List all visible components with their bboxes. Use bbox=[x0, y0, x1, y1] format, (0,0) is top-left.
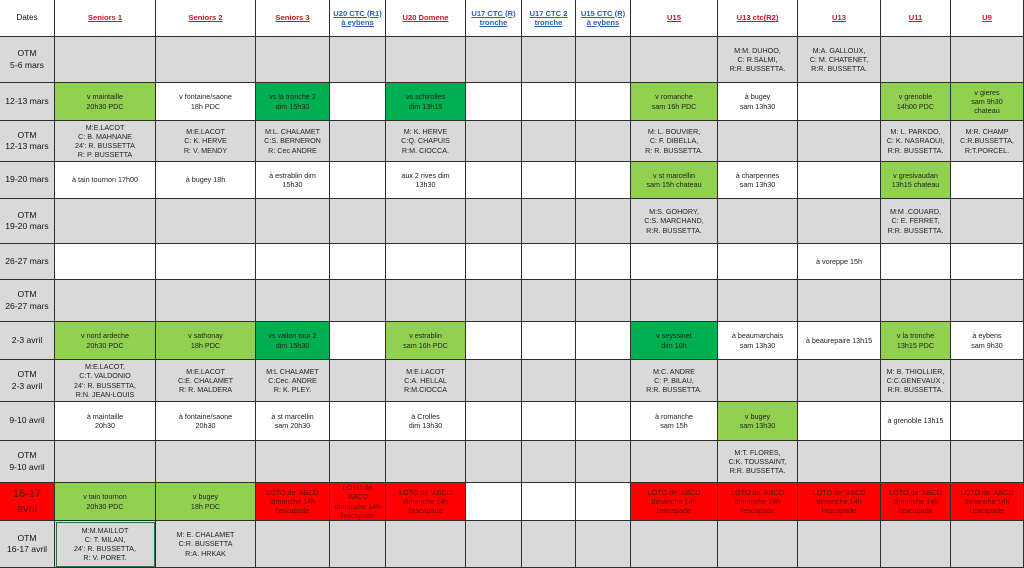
schedule-cell[interactable] bbox=[522, 37, 576, 83]
schedule-cell[interactable]: à beaumarchais sam 13h30 bbox=[718, 322, 798, 360]
row-label-otm-19-20-mars[interactable]: OTM 19-20 mars bbox=[0, 199, 55, 244]
schedule-cell[interactable]: à st marcellin sam 20h30 bbox=[256, 402, 330, 441]
schedule-cell[interactable]: à Crolles dim 13h30 bbox=[386, 402, 466, 441]
schedule-cell[interactable] bbox=[330, 162, 386, 199]
schedule-cell[interactable] bbox=[522, 360, 576, 402]
schedule-cell[interactable] bbox=[330, 402, 386, 441]
schedule-cell[interactable]: à bugey 18h bbox=[156, 162, 256, 199]
schedule-cell[interactable] bbox=[466, 37, 522, 83]
schedule-cell[interactable] bbox=[798, 402, 881, 441]
schedule-cell[interactable] bbox=[522, 322, 576, 360]
schedule-cell[interactable]: v bugey sam 13h30 bbox=[718, 402, 798, 441]
schedule-cell[interactable] bbox=[576, 322, 631, 360]
schedule-cell[interactable] bbox=[522, 199, 576, 244]
schedule-cell[interactable]: LOTO de 'ABCD dimanche 14h l'escapade bbox=[718, 483, 798, 521]
schedule-cell[interactable]: M:C. ANDRE C: P. BILAU, R:R. BUSSETTA. bbox=[631, 360, 718, 402]
schedule-cell[interactable] bbox=[466, 441, 522, 483]
schedule-cell[interactable] bbox=[466, 83, 522, 121]
schedule-cell[interactable] bbox=[718, 521, 798, 568]
schedule-cell[interactable] bbox=[466, 360, 522, 402]
schedule-cell[interactable]: à maintaille 20h30 bbox=[55, 402, 156, 441]
header-seniors-3[interactable]: Seniors 3 bbox=[256, 0, 330, 37]
header-u9[interactable]: U9 bbox=[951, 0, 1024, 37]
schedule-cell[interactable] bbox=[330, 244, 386, 280]
schedule-cell[interactable] bbox=[386, 280, 466, 322]
schedule-cell[interactable] bbox=[522, 83, 576, 121]
schedule-cell[interactable] bbox=[466, 322, 522, 360]
schedule-cell[interactable] bbox=[951, 199, 1024, 244]
schedule-cell[interactable]: à fontaine/saone 20h30 bbox=[156, 402, 256, 441]
schedule-cell[interactable] bbox=[951, 521, 1024, 568]
schedule-cell[interactable] bbox=[576, 37, 631, 83]
schedule-cell[interactable] bbox=[55, 244, 156, 280]
schedule-cell[interactable] bbox=[576, 121, 631, 162]
schedule-cell[interactable] bbox=[576, 83, 631, 121]
schedule-cell[interactable] bbox=[798, 199, 881, 244]
schedule-cell[interactable] bbox=[256, 441, 330, 483]
schedule-cell[interactable]: LOTO de 'ABCD dimanche 14h l'escapade bbox=[256, 483, 330, 521]
header-u15[interactable]: U15 bbox=[631, 0, 718, 37]
schedule-cell[interactable] bbox=[256, 37, 330, 83]
schedule-cell[interactable] bbox=[631, 441, 718, 483]
schedule-cell[interactable]: v la tronche 13h15 PDC bbox=[881, 322, 951, 360]
header-u15-ctc-r-eybens[interactable]: U15 CTC (R) à eybens bbox=[576, 0, 631, 37]
schedule-cell[interactable] bbox=[330, 441, 386, 483]
schedule-cell[interactable] bbox=[576, 441, 631, 483]
schedule-cell[interactable] bbox=[256, 199, 330, 244]
schedule-cell[interactable] bbox=[631, 280, 718, 322]
schedule-cell[interactable]: M:E.LACOT C: K. HERVE R: V. MENDY bbox=[156, 121, 256, 162]
schedule-cell[interactable]: M:M .COUARD, C: E. FERRET, R:R. BUSSETTA. bbox=[881, 199, 951, 244]
schedule-cell[interactable]: v fontaine/saone 18h PDC bbox=[156, 83, 256, 121]
schedule-cell[interactable]: v estrablin sam 16h PDC bbox=[386, 322, 466, 360]
schedule-cell[interactable] bbox=[156, 37, 256, 83]
header-u20-domene[interactable]: U20 Domene bbox=[386, 0, 466, 37]
schedule-cell[interactable] bbox=[156, 280, 256, 322]
schedule-cell[interactable] bbox=[156, 199, 256, 244]
schedule-cell[interactable] bbox=[386, 521, 466, 568]
schedule-cell[interactable]: à voreppe 15h bbox=[798, 244, 881, 280]
schedule-cell[interactable] bbox=[386, 441, 466, 483]
schedule-cell[interactable] bbox=[55, 280, 156, 322]
schedule-cell[interactable] bbox=[951, 402, 1024, 441]
row-label-otm-16-17-avril[interactable]: OTM 16-17 avril bbox=[0, 521, 55, 568]
schedule-cell[interactable] bbox=[798, 521, 881, 568]
schedule-cell[interactable] bbox=[466, 199, 522, 244]
schedule-cell[interactable] bbox=[798, 162, 881, 199]
schedule-cell[interactable]: LOTO de 'ABCD dimanche 14h l'escapade bbox=[386, 483, 466, 521]
schedule-cell[interactable]: M:L. CHALAMET C:S. BERNERON R: Cec ANDRE bbox=[256, 121, 330, 162]
schedule-cell[interactable] bbox=[156, 244, 256, 280]
schedule-cell[interactable]: LOTO de 'ABCD dimanche 14h l'escapade bbox=[951, 483, 1024, 521]
schedule-cell[interactable] bbox=[330, 83, 386, 121]
schedule-cell[interactable]: à charpennes sam 13h30 bbox=[718, 162, 798, 199]
schedule-cell[interactable]: LOTO de 'ABCD dimanche 14h l'escapade bbox=[330, 483, 386, 521]
schedule-cell[interactable]: v st marcellin sam 15h chateau bbox=[631, 162, 718, 199]
row-label-9-10-avril[interactable]: 9-10 avril bbox=[0, 402, 55, 441]
schedule-cell[interactable] bbox=[798, 121, 881, 162]
schedule-cell[interactable] bbox=[576, 199, 631, 244]
row-label-otm-9-10-avril[interactable]: OTM 9-10 avril bbox=[0, 441, 55, 483]
schedule-cell[interactable]: M:M. DUHOO, C: R.SALMI, R:R. BUSSETTA. bbox=[718, 37, 798, 83]
schedule-cell[interactable] bbox=[522, 162, 576, 199]
schedule-cell[interactable] bbox=[798, 441, 881, 483]
schedule-cell[interactable] bbox=[798, 280, 881, 322]
schedule-cell[interactable] bbox=[466, 162, 522, 199]
schedule-cell[interactable]: vs schirolles dim 13h15 bbox=[386, 83, 466, 121]
schedule-cell[interactable] bbox=[576, 521, 631, 568]
schedule-cell[interactable] bbox=[951, 280, 1024, 322]
header-u13[interactable]: U13 bbox=[798, 0, 881, 37]
schedule-cell[interactable] bbox=[386, 37, 466, 83]
schedule-cell[interactable]: M:E.LACOT, C:T. VALDONIO 24': R. BUSSETTA, R:N. JEAN-LOUIS bbox=[55, 360, 156, 402]
schedule-cell[interactable] bbox=[951, 162, 1024, 199]
schedule-cell[interactable] bbox=[55, 441, 156, 483]
header-u20-ctc-r1-eybens[interactable]: U20 CTC (R1) à eybens bbox=[330, 0, 386, 37]
row-label-16-17-avril[interactable]: 16-17 avril bbox=[0, 483, 55, 521]
schedule-cell[interactable]: M:R. CHAMP C:R.BUSSETTA, R:T.PORCEL. bbox=[951, 121, 1024, 162]
schedule-cell[interactable] bbox=[881, 280, 951, 322]
schedule-cell[interactable]: M: E. CHALAMET C:R. BUSSETTA R:A. HRKAK bbox=[156, 521, 256, 568]
schedule-cell[interactable] bbox=[951, 441, 1024, 483]
schedule-cell[interactable]: M:L CHALAMET C:Cec. ANDRE R: K. PLEY. bbox=[256, 360, 330, 402]
row-label-otm-2-3-avril[interactable]: OTM 2-3 avril bbox=[0, 360, 55, 402]
schedule-cell[interactable] bbox=[330, 121, 386, 162]
schedule-cell[interactable] bbox=[576, 483, 631, 521]
schedule-cell[interactable] bbox=[798, 360, 881, 402]
schedule-cell[interactable] bbox=[55, 37, 156, 83]
schedule-cell[interactable] bbox=[330, 199, 386, 244]
schedule-cell[interactable] bbox=[631, 521, 718, 568]
schedule-cell[interactable] bbox=[256, 244, 330, 280]
row-label-19-20-mars[interactable]: 19-20 mars bbox=[0, 162, 55, 199]
schedule-cell[interactable]: LOTO de 'ABCD dimanche 14h l'escapade bbox=[631, 483, 718, 521]
schedule-cell[interactable] bbox=[951, 37, 1024, 83]
schedule-cell[interactable] bbox=[466, 244, 522, 280]
row-label-26-27-mars[interactable]: 26-27 mars bbox=[0, 244, 55, 280]
schedule-cell[interactable] bbox=[576, 244, 631, 280]
schedule-cell[interactable] bbox=[576, 280, 631, 322]
schedule-cell[interactable]: v gresivaudan 13h15 chateau bbox=[881, 162, 951, 199]
schedule-cell[interactable] bbox=[951, 360, 1024, 402]
schedule-cell[interactable]: M:E.LACOT C:E. CHALAMET R: R. MALDERA bbox=[156, 360, 256, 402]
schedule-cell[interactable]: M: K. HERVE C:Q. CHAPUIS R:M. CIOCCA. bbox=[386, 121, 466, 162]
schedule-cell[interactable] bbox=[156, 441, 256, 483]
header-u17-ctc-r-tronche[interactable]: U17 CTC (R) tronche bbox=[466, 0, 522, 37]
schedule-cell[interactable]: aux 2 rives dim 13h30 bbox=[386, 162, 466, 199]
schedule-cell[interactable] bbox=[386, 244, 466, 280]
schedule-cell[interactable]: à grenoble 13h15 bbox=[881, 402, 951, 441]
header-seniors-1[interactable]: Seniors 1 bbox=[55, 0, 156, 37]
schedule-cell[interactable] bbox=[798, 83, 881, 121]
row-label-12-13-mars[interactable]: 12-13 mars bbox=[0, 83, 55, 121]
schedule-cell[interactable] bbox=[466, 121, 522, 162]
schedule-cell[interactable] bbox=[576, 162, 631, 199]
schedule-cell[interactable]: v bugey 18h PDC bbox=[156, 483, 256, 521]
schedule-cell[interactable]: M:A. GALLOUX, C: M. CHATENET, R:R. BUSSETTA. bbox=[798, 37, 881, 83]
schedule-cell[interactable] bbox=[631, 37, 718, 83]
schedule-cell[interactable]: v maintaille 20h30 PDC bbox=[55, 83, 156, 121]
schedule-cell[interactable]: M: B. THIOLLIER, C:C.GENEVAUX , R:R. BUSSETTA. bbox=[881, 360, 951, 402]
schedule-cell[interactable] bbox=[522, 244, 576, 280]
row-label-otm-5-6-mars[interactable]: OTM 5-6 mars bbox=[0, 37, 55, 83]
schedule-cell[interactable]: M:T. FLORES, C:K. TOUSSAINT, R:R. BUSSETTA. bbox=[718, 441, 798, 483]
schedule-cell[interactable] bbox=[466, 521, 522, 568]
schedule-cell[interactable] bbox=[718, 360, 798, 402]
schedule-cell[interactable]: M:E.LACOT C: B. MAHNANE 24': R. BUSSETTA R: P. BUSSETTA bbox=[55, 121, 156, 162]
schedule-cell[interactable] bbox=[576, 402, 631, 441]
schedule-cell[interactable] bbox=[330, 521, 386, 568]
schedule-cell[interactable] bbox=[330, 322, 386, 360]
schedule-cell[interactable]: v romanche sam 16h PDC bbox=[631, 83, 718, 121]
schedule-cell[interactable]: à estrablin dim 15h30 bbox=[256, 162, 330, 199]
schedule-cell[interactable] bbox=[718, 121, 798, 162]
schedule-cell[interactable] bbox=[522, 521, 576, 568]
row-label-otm-12-13-mars[interactable]: OTM 12-13 mars bbox=[0, 121, 55, 162]
schedule-cell[interactable] bbox=[881, 244, 951, 280]
schedule-cell[interactable]: M:E.LACOT C:A. HELLAL R:M.CIOCCA bbox=[386, 360, 466, 402]
schedule-cell[interactable]: à bugey sam 13h30 bbox=[718, 83, 798, 121]
schedule-cell[interactable]: M: L. PARKOO, C: K. NASRAOUI, R:R. BUSSETTA. bbox=[881, 121, 951, 162]
schedule-cell[interactable] bbox=[881, 441, 951, 483]
schedule-cell[interactable]: M:M.MAILLOT C: T. MILAN, 24': R. BUSSETTA, R: V. PORET. bbox=[55, 521, 156, 568]
schedule-cell[interactable]: v seyssinet dim 10h bbox=[631, 322, 718, 360]
header-u13-ctc-r2[interactable]: U13 ctc(R2) bbox=[718, 0, 798, 37]
row-label-2-3-avril[interactable]: 2-3 avril bbox=[0, 322, 55, 360]
schedule-cell[interactable] bbox=[718, 280, 798, 322]
schedule-cell[interactable]: à beaurepaire 13h15 bbox=[798, 322, 881, 360]
schedule-cell[interactable] bbox=[522, 280, 576, 322]
schedule-cell[interactable] bbox=[522, 121, 576, 162]
schedule-cell[interactable] bbox=[466, 280, 522, 322]
schedule-cell[interactable]: à romanche sam 15h bbox=[631, 402, 718, 441]
schedule-cell[interactable] bbox=[522, 402, 576, 441]
schedule-cell[interactable]: v gieres sam 9h30 chateau bbox=[951, 83, 1024, 121]
schedule-cell[interactable] bbox=[718, 244, 798, 280]
schedule-cell[interactable] bbox=[576, 360, 631, 402]
schedule-cell[interactable]: LOTO de 'ABCD dimanche 14h l'escapade bbox=[881, 483, 951, 521]
schedule-cell[interactable] bbox=[55, 199, 156, 244]
schedule-cell[interactable] bbox=[330, 360, 386, 402]
schedule-cell[interactable] bbox=[522, 483, 576, 521]
row-label-otm-26-27-mars[interactable]: OTM 26-27 mars bbox=[0, 280, 55, 322]
schedule-cell[interactable]: v sathonay 18h PDC bbox=[156, 322, 256, 360]
schedule-cell[interactable] bbox=[466, 483, 522, 521]
header-seniors-2[interactable]: Seniors 2 bbox=[156, 0, 256, 37]
schedule-cell[interactable] bbox=[631, 244, 718, 280]
schedule-cell[interactable] bbox=[386, 199, 466, 244]
header-dates[interactable]: Dates bbox=[0, 0, 55, 37]
schedule-cell[interactable] bbox=[881, 521, 951, 568]
header-u17-ctc-2-tronche[interactable]: U17 CTC 2 tronche bbox=[522, 0, 576, 37]
header-u11[interactable]: U11 bbox=[881, 0, 951, 37]
schedule-cell[interactable]: à tain tournon 17h00 bbox=[55, 162, 156, 199]
schedule-cell[interactable]: vs vallon tour 2 dim 15h30 bbox=[256, 322, 330, 360]
schedule-cell[interactable]: M:S. GOHORY, C:S. MARCHAND, R:R. BUSSETTA. bbox=[631, 199, 718, 244]
schedule-cell[interactable] bbox=[466, 402, 522, 441]
schedule-cell[interactable] bbox=[256, 521, 330, 568]
schedule-cell[interactable] bbox=[330, 37, 386, 83]
schedule-cell[interactable]: LOTO de 'ABCD dimanche 14h l'escapade bbox=[798, 483, 881, 521]
schedule-cell[interactable] bbox=[951, 244, 1024, 280]
schedule-cell[interactable] bbox=[522, 441, 576, 483]
schedule-cell[interactable]: à eybens sam 9h30 bbox=[951, 322, 1024, 360]
schedule-cell[interactable] bbox=[718, 199, 798, 244]
schedule-cell[interactable]: v tain tournon 20h30 PDC bbox=[55, 483, 156, 521]
schedule-cell[interactable] bbox=[881, 37, 951, 83]
schedule-cell[interactable] bbox=[256, 280, 330, 322]
schedule-cell[interactable]: v grenoble 14h00 PDC bbox=[881, 83, 951, 121]
schedule-cell[interactable]: M: L. BOUVIER, C: F. DIBELLA, R: R. BUSSETTA. bbox=[631, 121, 718, 162]
schedule-cell[interactable] bbox=[330, 280, 386, 322]
schedule-cell[interactable]: vs la tronche 2 dim 15h30 bbox=[256, 83, 330, 121]
schedule-cell[interactable]: v nord ardeche 20h30 PDC bbox=[55, 322, 156, 360]
